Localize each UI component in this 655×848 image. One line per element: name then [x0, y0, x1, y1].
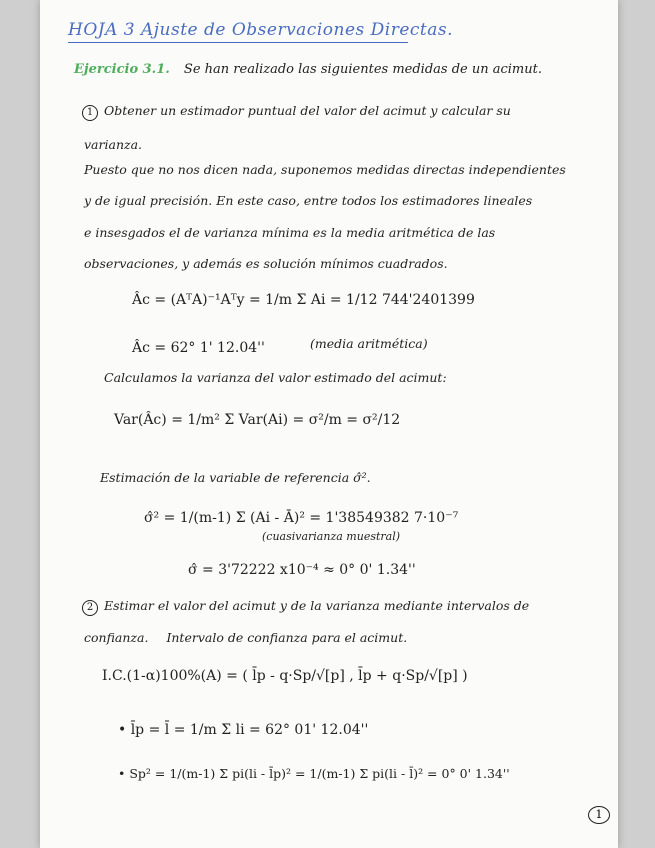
- equation-weighted-mean: • l̄p = l̄ = 1/m Σ li = 62° 01' 12.04'': [118, 722, 369, 738]
- section1-heading: [82, 103, 511, 121]
- section2-interval-heading: Intervalo de confianza para el acimut.: [166, 630, 408, 645]
- equation-sigma2: σ̂² = 1/(m-1) Σ (Ai - Ā)² = 1'38549382 7·10⁻⁷: [144, 510, 459, 526]
- equation-sigma: σ̂ = 3'72222 x10⁻⁴ ≈ 0° 0' 1.34'': [188, 562, 416, 578]
- equation-estimator: Âc = (AᵀA)⁻¹Aᵀy = 1/m Σ Ai = 1/12 744'2401399: [132, 292, 475, 308]
- section2-heading: [82, 598, 529, 616]
- equation-estimate-note: (media aritmética): [310, 336, 428, 351]
- equation-variance: Var(Âc) = 1/m² Σ Var(Ai) = σ²/m = σ²/12: [114, 412, 401, 428]
- section2-confianza: confianza.: [84, 630, 149, 645]
- section1-line2: varianza.: [84, 137, 143, 152]
- exercise-label: Ejercicio 3.1.: [74, 62, 170, 77]
- equation-estimate-value: Âc = 62° 1' 12.04'': [132, 340, 265, 356]
- para-line2: y de igual precisión. En este caso, entre todos los estimadores lineales: [84, 193, 533, 208]
- equation-sigma2-note: (cuasivarianza muestral): [262, 530, 401, 543]
- exercise-line: [74, 62, 542, 77]
- para-line4: observaciones, y además es solución mínimos cuadrados.: [84, 256, 448, 271]
- para-line3: e insesgados el de varianza mínima es la media aritmética de las: [84, 225, 496, 240]
- section2-number: 2: [82, 600, 98, 616]
- section2-line1: Estimar el valor del acimut y de la varianza mediante intervalos de: [104, 598, 530, 613]
- notebook-page: [40, 0, 618, 848]
- para-variance-intro: Calculamos la varianza del valor estimado del acimut:: [104, 370, 447, 385]
- page-title: HOJA 3 Ajuste de Observaciones Directas.: [68, 20, 454, 40]
- para-reference-variable: Estimación de la variable de referencia σ̂².: [100, 470, 371, 485]
- section1-number: 1: [82, 105, 98, 121]
- section2-line2: [84, 630, 407, 645]
- page-number: 1: [588, 806, 610, 824]
- para-line1: Puesto que no nos dicen nada, suponemos medidas directas independientes: [84, 162, 566, 177]
- equation-weighted-variance: • Sp² = 1/(m-1) Σ pi(li - l̄p)² = 1/(m-1) Σ pi(li - l̄)² = 0° 0' 1.34'': [118, 766, 510, 781]
- title-underline: [68, 42, 408, 43]
- exercise-text: Se han realizado las siguientes medidas de un acimut.: [183, 62, 542, 77]
- equation-confidence-interval: I.C.(1-α)100%(A) = ( l̄p - q·Sp/√[p] , l̄p + q·Sp/√[p] ): [102, 668, 468, 684]
- section1-line1: Obtener un estimador puntual del valor del acimut y calcular su: [104, 103, 511, 118]
